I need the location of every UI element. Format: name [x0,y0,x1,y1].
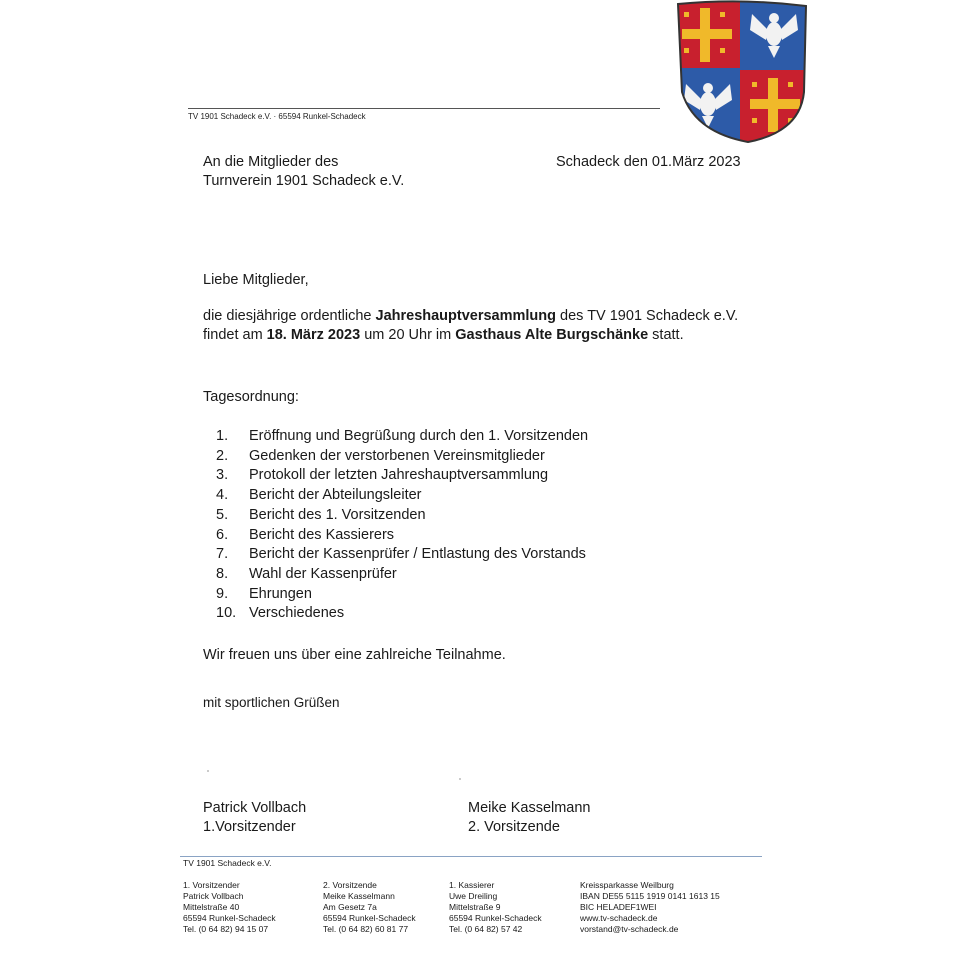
intro-line [203,326,738,345]
agenda-number: 10. [216,605,237,622]
meeting-date: 18. März 2023 [266,327,361,343]
signatory-role: 1.Vorsitzender [203,819,296,835]
footer-column-treasurer [449,880,542,935]
intro-text: findet am [203,327,267,343]
agenda-item [216,585,588,605]
signature-mark [459,778,461,780]
footer-line: Patrick Vollbach [183,891,244,901]
signatory-name: Patrick Vollbach [203,800,307,816]
footer-line: IBAN DE55 5115 1919 0141 1613 15 [580,891,720,901]
agenda-item [216,427,588,447]
intro-line [203,307,738,326]
footer-line: Am Gesetz 7a [323,902,377,912]
footer-column-chairman [183,880,276,935]
letter-date: Schadeck den 01.März 2023 [556,154,741,170]
signatory-block [468,799,591,837]
intro-text: die diesjährige ordentliche [203,308,376,324]
footer-rule [180,856,762,857]
agenda-number: 6. [216,526,229,543]
agenda-item [216,466,588,486]
agenda-title: Tagesordnung: [203,389,299,405]
footer-line: Kreissparkasse Weilburg [580,880,674,890]
meeting-name: Jahreshauptversammlung [375,308,557,324]
signatory-name: Meike Kasselmann [468,800,591,816]
agenda-number: 7. [216,546,229,563]
agenda-list [216,427,588,624]
greeting: mit sportlichen Grüßen [203,695,340,710]
agenda-text: Bericht des 1. Vorsitzenden [249,506,426,523]
intro-paragraph [203,307,738,345]
agenda-number: 8. [216,565,229,582]
footer-line: 1. Kassierer [449,880,495,890]
agenda-text: Gedenken der verstorbenen Vereinsmitglieder [249,447,545,464]
agenda-text: Bericht der Kassenprüfer / Entlastung des Vorstands [249,546,586,563]
footer-line: 2. Vorsitzende [323,880,377,890]
agenda-item [216,506,588,526]
footer-line: 1. Vorsitzender [183,880,240,890]
recipient-block [203,153,404,191]
footer-line: Uwe Dreiling [449,891,498,901]
footer-title: TV 1901 Schadeck e.V. [183,858,272,868]
agenda-item [216,604,588,624]
agenda-item [216,447,588,467]
footer-line: Tel. (0 64 82) 57 42 [449,924,523,934]
signatory-block [203,799,306,837]
intro-text: um 20 Uhr im [360,327,456,343]
coat-of-arms-logo [672,0,812,146]
sender-rule [188,108,660,109]
sender-address-line: TV 1901 Schadeck e.V. · 65594 Runkel-Schadeck [188,112,366,121]
footer-line: Tel. (0 64 82) 94 15 07 [183,924,269,934]
footer-line: Meike Kasselmann [323,891,395,901]
agenda-number: 3. [216,467,229,484]
signature-mark [207,770,209,772]
signatory-role: 2. Vorsitzende [468,819,560,835]
footer-column-vice-chair [323,880,416,935]
intro-text: des TV 1901 Schadeck e.V. [556,308,739,324]
agenda-text: Bericht der Abteilungsleiter [249,487,422,504]
agenda-item [216,565,588,585]
footer-line: BIC HELADEF1WEI [580,902,657,912]
agenda-number: 1. [216,428,229,444]
closing-sentence: Wir freuen uns über eine zahlreiche Teilnahme. [203,647,506,663]
agenda-number: 5. [216,506,229,523]
footer-line: Tel. (0 64 82) 60 81 77 [323,924,409,934]
footer-column-bank [580,880,720,935]
recipient-line: Turnverein 1901 Schadeck e.V. [203,173,405,189]
website-link[interactable]: www.tv-schadeck.de [580,913,658,923]
agenda-text: Bericht des Kassierers [249,526,395,543]
meeting-venue: Gasthaus Alte Burgschänke [455,327,649,343]
agenda-item [216,545,588,565]
salutation: Liebe Mitglieder, [203,272,309,288]
agenda-item [216,486,588,506]
intro-text: statt. [648,327,684,343]
agenda-item [216,526,588,546]
agenda-text: Eröffnung und Begrüßung durch den 1. Vorsitzenden [249,428,589,444]
agenda-number: 4. [216,487,229,504]
email-link[interactable]: vorstand@tv-schadeck.de [580,924,679,934]
footer-line: 65594 Runkel-Schadeck [323,913,416,923]
recipient-line: An die Mitglieder des [203,154,339,170]
agenda-number: 2. [216,447,229,464]
footer-line: 65594 Runkel-Schadeck [449,913,542,923]
agenda-text: Protokoll der letzten Jahreshauptversammlung [249,467,549,484]
footer-line: Mittelstraße 40 [183,902,240,912]
agenda-text: Ehrungen [249,585,312,602]
footer-line: Mittelstraße 9 [449,902,501,912]
agenda-text: Wahl der Kassenprüfer [249,565,397,582]
agenda-text: Verschiedenes [249,605,345,622]
agenda-number: 9. [216,585,229,602]
footer-line: 65594 Runkel-Schadeck [183,913,276,923]
